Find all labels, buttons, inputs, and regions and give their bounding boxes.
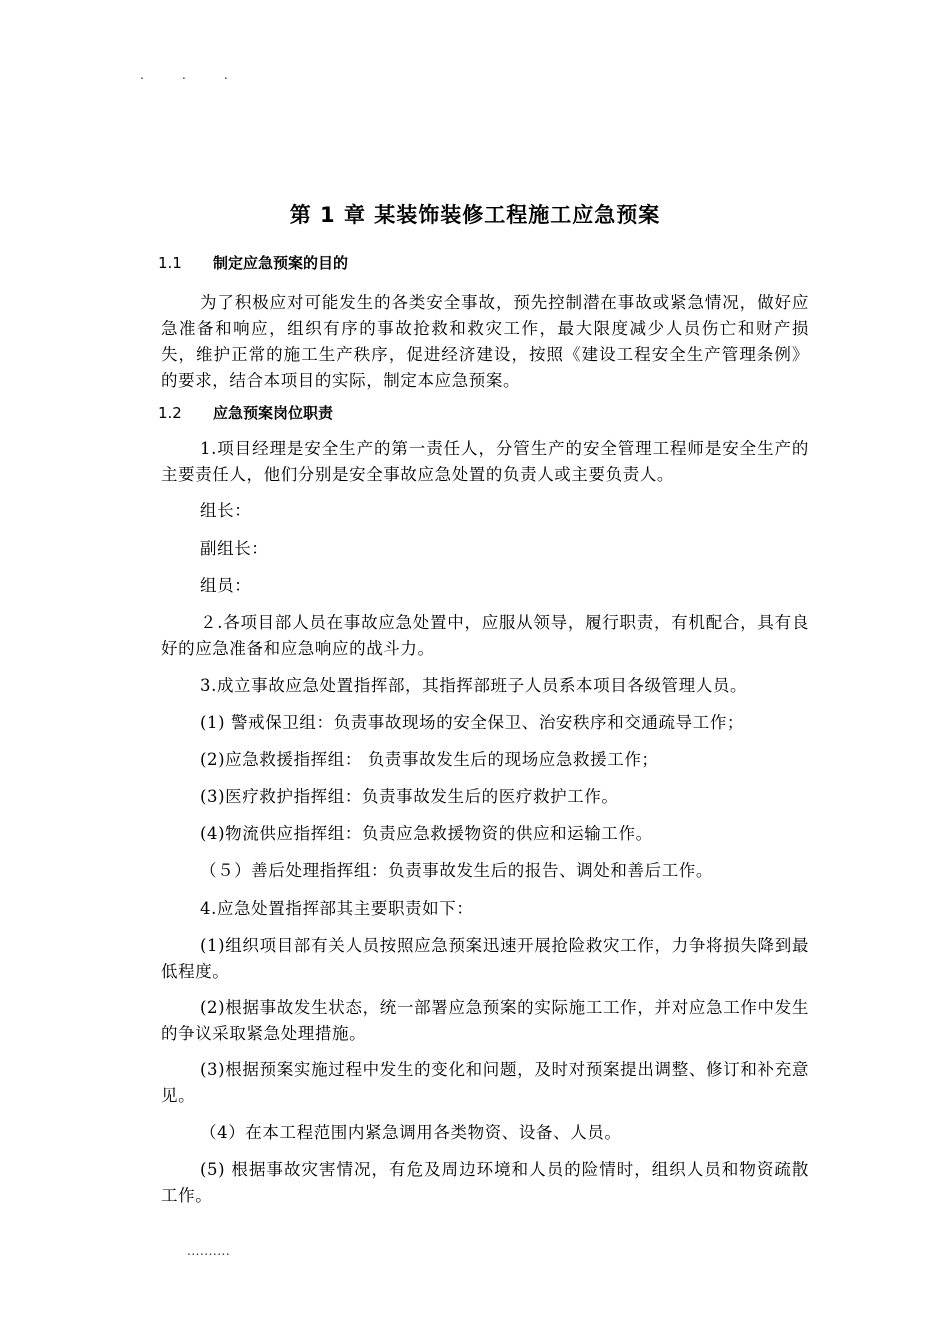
paragraph-responsibility-4: 4.应急处置指挥部其主要职责如下：	[200, 899, 474, 918]
section-number: 1.1	[158, 254, 182, 272]
section-heading-1-2	[158, 402, 333, 423]
list-item: (2)应急救援指挥组： 负责事故发生后的现场应急救援工作；	[200, 750, 659, 769]
section-heading-1-1	[158, 252, 348, 273]
section-title: 应急预案岗位职责	[213, 404, 334, 422]
paragraph-responsibility-2: ２.各项目部人员在事故应急处置中，应服从领导，履行职责，有机配合，具有良好的应急准备和应急响应的战斗力。	[161, 613, 809, 658]
list-item: (3)根据预案实施过程中发生的变化和问题，及时对预案提出调整、修订和补充意见。	[161, 1060, 809, 1105]
section-number: 1.2	[158, 404, 182, 422]
list-item: (1)组织项目部有关人员按照应急预案迅速开展抢险救灾工作，力争将损失降到最低程度。	[161, 936, 809, 981]
section-title: 制定应急预案的目的	[213, 254, 349, 272]
list-item: (3)医疗救护指挥组：负责事故发生后的医疗救护工作。	[200, 787, 619, 806]
list-item: （５）善后处理指挥组：负责事故发生后的报告、调处和善后工作。	[200, 861, 713, 880]
list-item: (2)根据事故发生状态，统一部署应急预案的实际施工工作，并对应急工作中发生的争议采取紧急处理措施。	[161, 998, 809, 1043]
team-member-line: 组员：	[200, 576, 252, 595]
paragraph-purpose: 为了积极应对可能发生的各类安全事故，预先控制潜在事故或紧急情况，做好应急准备和响应，组织有序的事故抢救和救灾工作，最大限度减少人员伤亡和财产损失，维护正常的施工生产秩序，促进经济建设，按照《建设工程安全生产管理条例》的要求，结合本项目的实际，制定本应急预案。	[161, 293, 809, 390]
footer-dots: ..........	[187, 1244, 231, 1258]
paragraph-responsibility-3: 3.成立事故应急处置指挥部，其指挥部班子人员系本项目各级管理人员。	[200, 676, 748, 695]
team-leader-line: 组长：	[200, 501, 252, 520]
list-item: (4)物流供应指挥组：负责应急救援物资的供应和运输工作。	[200, 824, 653, 843]
header-dots: . . .	[140, 68, 228, 82]
list-item: (5) 根据事故灾害情况，有危及周边环境和人员的险情时，组织人员和物资疏散工作。	[161, 1160, 809, 1205]
chapter-title: 第 1 章 某装饰装修工程施工应急预案	[289, 203, 661, 227]
list-item: (1) 警戒保卫组：负责事故现场的安全保卫、治安秩序和交通疏导工作；	[200, 713, 745, 732]
deputy-leader-line: 副组长：	[200, 539, 269, 558]
list-item: （4）在本工程范围内紧急调用各类物资、设备、人员。	[200, 1123, 622, 1142]
paragraph-responsibility-1: 1.项目经理是安全生产的第一责任人，分管生产的安全管理工程师是安全生产的主要责任人，他们分别是安全事故应急处置的负责人或主要负责人。	[161, 439, 809, 484]
